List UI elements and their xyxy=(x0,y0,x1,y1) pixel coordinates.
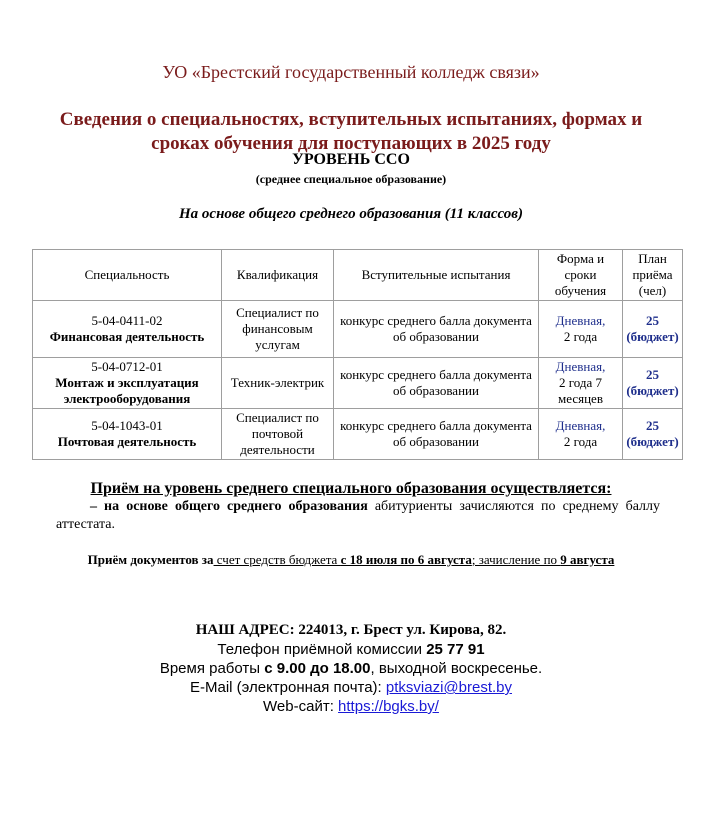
qualification-cell: Техник-электрик xyxy=(222,358,334,409)
specialty-cell xyxy=(33,409,222,460)
plan-count: 25 xyxy=(646,313,659,328)
website-link[interactable]: https://bgks.by/ xyxy=(338,698,439,715)
specialty-name: Монтаж и эксплуатация электрооборудования xyxy=(55,375,199,406)
qualification-cell: Специалист по финансовым услугам xyxy=(222,301,334,358)
phone-number: 25 77 91 xyxy=(426,641,485,658)
admission-basis-bold: – на основе общего среднего образования xyxy=(90,499,368,514)
form-cell xyxy=(539,301,623,358)
email-link[interactable]: ptksviazi@brest.by xyxy=(385,679,512,696)
specialties-table xyxy=(32,249,683,460)
specialty-code: 5-04-0411-02 xyxy=(91,313,163,328)
exam-cell: конкурс среднего балла документа об образовании xyxy=(334,301,539,358)
admission-heading: Приём на уровень среднего специального образования осуществляется: xyxy=(90,480,612,497)
plan-count: 25 xyxy=(646,418,659,433)
study-form: Дневная, xyxy=(555,313,606,328)
docs-label: Приём документов за xyxy=(87,552,214,567)
email-label: E-Mail (электронная почта): xyxy=(189,679,386,696)
plan-cell xyxy=(623,301,683,358)
exam-cell: конкурс среднего балла документа об образовании xyxy=(334,409,539,460)
plan-cell xyxy=(623,409,683,460)
form-cell xyxy=(539,358,623,409)
qualification-cell: Специалист по почтовой деятельности xyxy=(222,409,334,460)
plan-note: (бюджет) xyxy=(626,383,679,398)
study-term: 2 года 7 месяцев xyxy=(558,375,603,406)
docs-dates: с 18 июля по 6 августа xyxy=(340,552,472,567)
phone-line xyxy=(0,640,702,659)
specialty-name: Финансовая деятельность xyxy=(49,329,205,344)
study-term: 2 года xyxy=(563,434,598,449)
docs-budget: счет средств бюджета xyxy=(213,552,341,567)
address: НАШ АДРЕС: 224013, г. Брест ул. Кирова, 82. xyxy=(195,622,507,638)
phone-label: Телефон приёмной комиссии xyxy=(217,641,427,658)
specialty-code: 5-04-1043-01 xyxy=(91,418,163,433)
documents-period xyxy=(0,552,702,568)
specialty-cell xyxy=(33,358,222,409)
table-row xyxy=(33,409,683,460)
specialty-code: 5-04-0712-01 xyxy=(91,359,163,374)
col-header-specialty: Специальность xyxy=(33,250,222,301)
plan-count: 25 xyxy=(646,367,659,382)
email-line xyxy=(0,678,702,697)
study-form: Дневная, xyxy=(555,418,606,433)
plan-note: (бюджет) xyxy=(626,329,679,344)
plan-note: (бюджет) xyxy=(626,434,679,449)
study-term: 2 года xyxy=(563,329,598,344)
table-row xyxy=(33,358,683,409)
table-row xyxy=(33,301,683,358)
col-header-plan: План приёма (чел) xyxy=(623,250,683,301)
education-level-description: (среднее специальное образование) xyxy=(255,172,447,186)
hours-rest: , выходной воскресенье. xyxy=(370,660,543,677)
specialty-name: Почтовая деятельность xyxy=(57,434,197,449)
form-cell xyxy=(539,409,623,460)
col-header-qualification: Квалификация xyxy=(222,250,334,301)
col-header-exams: Вступительные испытания xyxy=(334,250,539,301)
contacts-block xyxy=(0,621,702,716)
admission-basis-rest: абитуриенты зачисляются по среднему баллу аттестата. xyxy=(56,499,661,532)
specialty-cell xyxy=(33,301,222,358)
education-level: УРОВЕНЬ ССО xyxy=(292,151,410,168)
site-line xyxy=(0,697,702,716)
study-form: Дневная, xyxy=(555,359,606,374)
docs-enroll-label: ; зачисление по xyxy=(471,552,561,567)
admission-basis: На основе общего среднего образования (11 классов) xyxy=(179,206,523,222)
col-header-form: Форма и сроки обучения xyxy=(539,250,623,301)
hours-value: с 9.00 до 18.00 xyxy=(264,660,371,677)
college-name: УО «Брестский государственный колледж связи» xyxy=(162,62,540,82)
plan-cell xyxy=(623,358,683,409)
hours-line xyxy=(0,659,702,678)
exam-cell: конкурс среднего балла документа об образовании xyxy=(334,358,539,409)
docs-enroll-date: 9 августа xyxy=(560,552,615,567)
table-header-row xyxy=(33,250,683,301)
page-title: Сведения о специальностях, вступительных испытаниях, формах и сроках обучения для поступающих в 2025 году xyxy=(59,109,643,154)
hours-label: Время работы xyxy=(159,660,265,677)
site-label: Web-сайт: xyxy=(263,698,339,715)
admission-description xyxy=(56,498,660,534)
